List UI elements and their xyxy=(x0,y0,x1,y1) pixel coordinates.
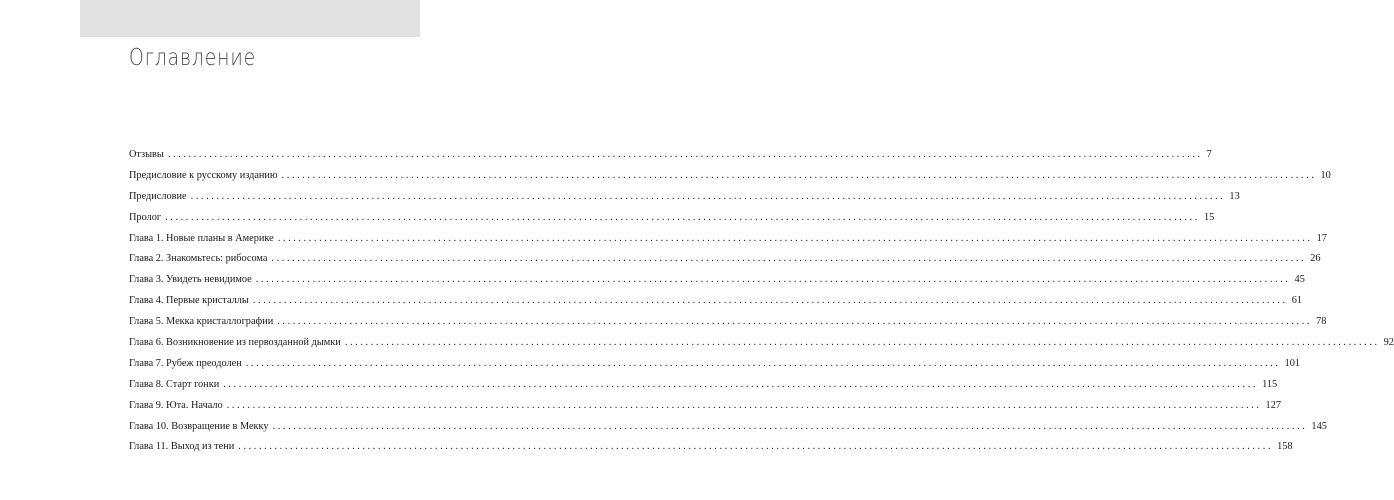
dot-leader: ........................................................................................................................................................................................................ xyxy=(344,337,1380,349)
toc-entry xyxy=(129,333,1394,354)
toc-entry-page-number: 13 xyxy=(1229,190,1240,202)
dot-leader: ........................................................................................................................................................................................................ xyxy=(190,190,1226,202)
dot-leader: ........................................................................................................................................................................................................ xyxy=(281,169,1317,181)
dot-leader: ........................................................................................................................................................................................................ xyxy=(238,441,1274,453)
toc-entry-page-number: 17 xyxy=(1316,232,1327,244)
toc-entry-page-number: 127 xyxy=(1265,399,1281,411)
toc-entry-label: Глава 2. Знакомьтесь: рибосома xyxy=(129,253,268,265)
toc-entry xyxy=(129,291,1302,312)
dot-leader: ........................................................................................................................................................................................................ xyxy=(277,316,1313,328)
toc-entry-label: Глава 6. Возникновение из первозданной дымки xyxy=(129,337,341,349)
toc-entry-label: Глава 8. Старт гонки xyxy=(129,378,220,390)
toc-entry-label: Пролог xyxy=(129,211,162,223)
toc-entry xyxy=(129,166,1331,187)
toc-entry xyxy=(129,417,1327,438)
toc-entry-page-number: 101 xyxy=(1284,357,1301,369)
toc-entry xyxy=(129,270,1305,291)
toc-entry xyxy=(129,187,1240,208)
dot-leader: ........................................................................................................................................................................................................ xyxy=(271,253,1307,265)
toc-entry-label: Предисловие xyxy=(129,190,187,202)
toc-entry-page-number: 145 xyxy=(1311,420,1327,432)
header-band xyxy=(80,0,420,37)
toc-entry-page-number: 15 xyxy=(1203,211,1215,223)
toc-entry-label: Отзывы xyxy=(129,149,164,160)
toc-entry-label: Глава 3. Увидеть невидимое xyxy=(129,274,252,286)
toc-entry-page-number: 92 xyxy=(1383,337,1394,349)
dot-leader: ........................................................................................................................................................................................................ xyxy=(226,399,1262,411)
toc-entry xyxy=(129,312,1327,333)
dot-leader: ........................................................................................................................................................................................................ xyxy=(272,420,1308,432)
dot-leader: ........................................................................................................................................................................................................ xyxy=(252,295,1288,307)
toc-entry-page-number: 26 xyxy=(1310,253,1321,265)
toc-entry-label: Глава 10. Возвращение в Мекку xyxy=(129,420,269,432)
dot-leader: ........................................................................................................................................................................................................ xyxy=(255,274,1291,286)
toc-entry-label: Глава 7. Рубеж преодолен xyxy=(129,357,242,369)
toc-entry-label: Глава 9. Юта. Начало xyxy=(129,399,223,411)
toc-entry xyxy=(129,396,1281,417)
table-of-contents xyxy=(129,145,1394,458)
toc-entry-page-number: 45 xyxy=(1294,274,1305,286)
dot-leader: ........................................................................................................................................................................................................ xyxy=(277,232,1313,244)
toc-entry-label: Глава 1. Новые планы в Америке xyxy=(129,232,274,244)
dot-leader: ........................................................................................................................................................................................................ xyxy=(223,378,1259,390)
toc-entry-label: Глава 4. Первые кристаллы xyxy=(129,295,249,307)
toc-entry-page-number: 78 xyxy=(1316,316,1327,328)
toc-entry xyxy=(129,375,1278,396)
toc-entry xyxy=(129,208,1215,229)
toc-entry-page-number: 10 xyxy=(1320,169,1331,181)
dot-leader: ........................................................................................................................................................................................................ xyxy=(165,211,1200,223)
toc-entry xyxy=(129,354,1301,375)
dot-leader: ........................................................................................................................................................................................................ xyxy=(167,149,1203,160)
book-page xyxy=(80,0,1394,500)
toc-entry-page-number: 158 xyxy=(1277,441,1293,453)
toc-entry-label: Глава 5. Мекка кристаллографии xyxy=(129,316,274,328)
dot-leader: ........................................................................................................................................................................................................ xyxy=(245,357,1281,369)
toc-entry xyxy=(129,229,1327,250)
toc-entry-label: Предисловие к русскому изданию xyxy=(129,169,278,181)
page-title: Оглавление xyxy=(129,45,256,71)
toc-entry-page-number: 61 xyxy=(1291,295,1302,307)
toc-entry xyxy=(129,437,1293,458)
toc-entry-page-number: 115 xyxy=(1262,378,1278,390)
toc-entry-label: Глава 11. Выход из тени xyxy=(129,441,235,453)
toc-entry xyxy=(129,145,1212,166)
toc-entry-page-number: 7 xyxy=(1206,149,1212,160)
toc-entry xyxy=(129,249,1321,270)
